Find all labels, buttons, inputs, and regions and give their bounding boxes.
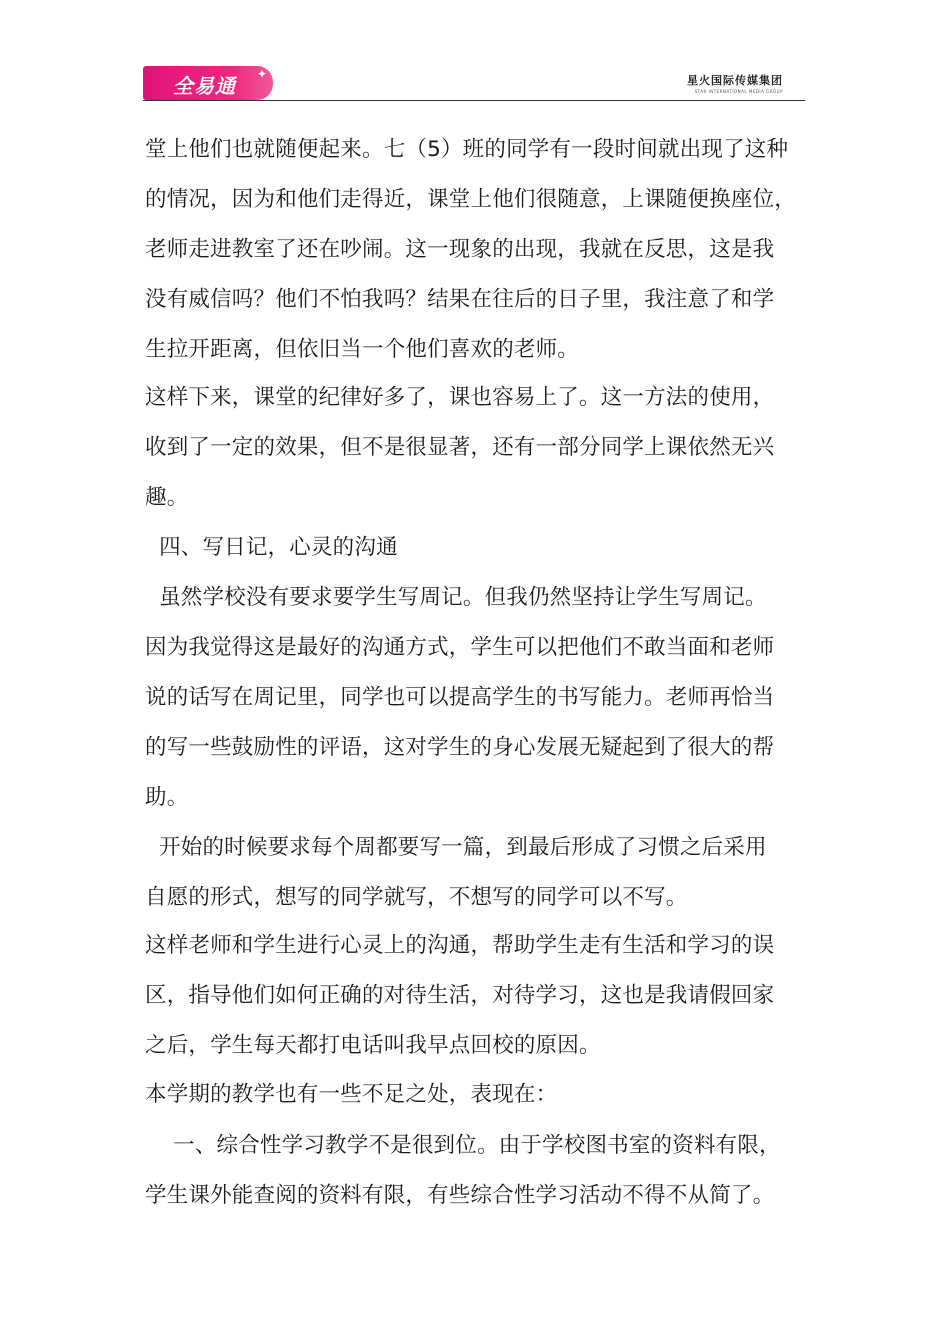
text-line: 区，指导他们如何正确的对待生活，对待学习，这也是我请假回家	[145, 983, 775, 1008]
brand-logo	[143, 66, 273, 100]
sparkle-icon: ✦	[257, 67, 268, 81]
text-line: 的写一些鼓励性的评语，这对学生的身心发展无疑起到了很大的帮	[145, 735, 775, 760]
text-line: 生拉开距离，但依旧当一个他们喜欢的老师。	[145, 337, 580, 362]
text-line: 虽然学校没有要求要学生写周记。但我仍然坚持让学生写周记。	[145, 585, 767, 610]
text-line: 自愿的形式，想写的同学就写，不想写的同学可以不写。	[145, 885, 688, 910]
page-header	[143, 66, 803, 102]
logo-text: 全易通	[173, 74, 236, 98]
text-line: 本学期的教学也有一些不足之处，表现在：	[145, 1082, 558, 1107]
company-name: 星火国际传媒集团	[687, 74, 783, 87]
text-line: 说的话写在周记里，同学也可以提高学生的书写能力。老师再恰当	[145, 685, 775, 710]
company-name-en: STAR INTERNATIONAL MEDIA GROUP	[694, 89, 783, 94]
text-line: 学生课外能查阅的资料有限，有些综合性学习活动不得不从简了。	[145, 1183, 775, 1208]
text-line: 助。	[145, 785, 189, 810]
text-line: 因为我觉得这是最好的沟通方式，学生可以把他们不敢当面和老师	[145, 635, 775, 660]
text-line: 堂上他们也就随便起来。七（5）班的同学有一段时间就出现了这种	[145, 137, 789, 162]
text-line: 趣。	[145, 485, 189, 510]
text-line: 这样老师和学生进行心灵上的沟通，帮助学生走有生活和学习的误	[145, 933, 775, 958]
text-line: 之后，学生每天都打电话叫我早点回校的原因。	[145, 1033, 601, 1058]
text-line: 开始的时候要求每个周都要写一篇，到最后形成了习惯之后采用	[145, 835, 767, 860]
text-line: 老师走进教室了还在吵闹。这一现象的出现，我就在反思，这是我	[145, 237, 775, 262]
text-line: 收到了一定的效果，但不是很显著，还有一部分同学上课依然无兴	[145, 435, 775, 460]
text-line: 的情况，因为和他们走得近，课堂上他们很随意，上课随便换座位，	[145, 187, 797, 212]
text-line: 一、综合性学习教学不是很到位。由于学校图书室的资料有限，	[145, 1133, 781, 1158]
company-mark	[687, 72, 783, 94]
text-line: 没有威信吗？他们不怕我吗？结果在往后的日子里，我注意了和学	[145, 287, 775, 312]
text-line: 这样下来，课堂的纪律好多了，课也容易上了。这一方法的使用，	[145, 385, 775, 410]
header-divider	[143, 100, 805, 101]
section-heading: 四、写日记，心灵的沟通	[145, 535, 398, 560]
